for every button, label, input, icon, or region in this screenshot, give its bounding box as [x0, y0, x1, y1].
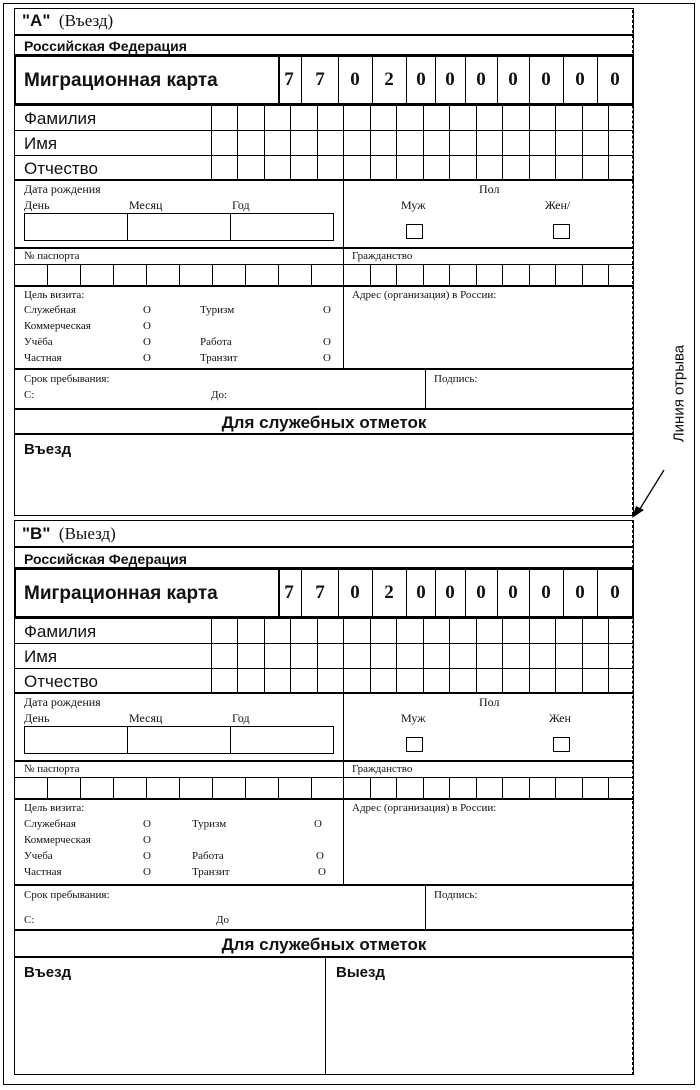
- card-digit: 2: [384, 69, 394, 90]
- female-checkbox[interactable]: [553, 224, 570, 239]
- card-digit: 0: [508, 582, 518, 603]
- surname-label: Фамилия: [24, 622, 97, 641]
- purpose-tourism-option[interactable]: О: [314, 818, 322, 830]
- purpose-study-option[interactable]: О: [143, 336, 151, 348]
- exit-label: Выезд: [336, 964, 385, 981]
- citizenship-label: Гражданство: [352, 250, 413, 262]
- patronymic-label: Отчество: [24, 159, 98, 178]
- name-label: Имя: [24, 647, 58, 666]
- female-label: Жен/: [545, 198, 571, 212]
- card-digit: 0: [445, 69, 455, 90]
- male-label: Муж: [401, 198, 426, 212]
- purpose-private-label: Частная: [24, 866, 62, 878]
- year-field[interactable]: [230, 213, 334, 241]
- year-label: Год: [232, 198, 250, 212]
- name-grid[interactable]: [14, 618, 634, 693]
- citizenship-label: Гражданство: [352, 763, 413, 775]
- stay-label: Срок пребывания:: [24, 373, 110, 385]
- male-checkbox[interactable]: [406, 737, 423, 752]
- card-digit: 0: [350, 582, 360, 603]
- address-label: Адрес (организация) в России:: [352, 802, 497, 814]
- purpose-work-label: Работа: [200, 336, 232, 348]
- purpose-study-label: Учеба: [24, 850, 53, 862]
- card-digit: 0: [416, 69, 426, 90]
- dob-label: Дата рождения: [24, 182, 101, 196]
- stay-to-label[interactable]: До: [216, 914, 230, 926]
- card-digit: 0: [476, 69, 486, 90]
- purpose-work-option[interactable]: О: [323, 336, 331, 348]
- patronymic-label: Отчество: [24, 672, 98, 691]
- country: Российская Федерация: [24, 551, 187, 567]
- year-label: Год: [232, 711, 250, 725]
- purpose-private-option[interactable]: О: [143, 352, 151, 364]
- month-label: Месяц: [129, 198, 163, 212]
- male-checkbox[interactable]: [406, 224, 423, 239]
- card-digit: 7: [315, 582, 325, 603]
- day-field[interactable]: [24, 213, 128, 241]
- year-field[interactable]: [230, 726, 334, 754]
- card-digit: 0: [541, 582, 551, 603]
- entry-label: Въезд: [24, 441, 72, 458]
- day-label: День: [24, 198, 50, 212]
- purpose-service-option[interactable]: О: [143, 818, 151, 830]
- name-label: Имя: [24, 134, 58, 153]
- surname-label: Фамилия: [24, 109, 97, 128]
- purpose-transit-label: Транзит: [200, 352, 238, 364]
- card-digit: 0: [416, 582, 426, 603]
- signature-label: Подпись:: [434, 373, 478, 385]
- card-title: Миграционная карта: [24, 70, 218, 91]
- arrow-icon: [628, 468, 668, 520]
- part-a-letter: "А": [22, 11, 51, 30]
- card-digit: 0: [610, 582, 620, 603]
- card-digit: 0: [350, 69, 360, 90]
- purpose-label: Цель визита:: [24, 289, 85, 301]
- purpose-transit-option[interactable]: О: [318, 866, 326, 878]
- card-digit: 0: [610, 69, 620, 90]
- part-a-kind: (Въезд): [58, 11, 114, 30]
- stay-to-label[interactable]: До:: [211, 389, 228, 401]
- purpose-transit-option[interactable]: О: [323, 352, 331, 364]
- service-notes-title: Для служебных отметок: [221, 413, 427, 432]
- entry-stamp-area: [14, 434, 634, 516]
- service-notes-title: Для служебных отметок: [221, 935, 427, 954]
- stay-label: Срок пребывания:: [24, 889, 110, 901]
- dob-label: Дата рождения: [24, 695, 101, 709]
- card-digit: 0: [508, 69, 518, 90]
- passport-citizenship-row: [14, 761, 634, 799]
- male-label: Муж: [401, 711, 426, 725]
- purpose-commercial-label: Коммерческая: [24, 320, 91, 332]
- stay-from-label[interactable]: С:: [24, 914, 35, 926]
- card-digit: 7: [284, 69, 294, 90]
- stamp-area: [14, 957, 634, 1075]
- part-b-header: [22, 525, 116, 542]
- card-title: Миграционная карта: [24, 583, 218, 604]
- purpose-study-option[interactable]: О: [143, 850, 151, 862]
- tear-line-label: Линия отрыва: [670, 344, 688, 443]
- purpose-tourism-label: Туризм: [192, 818, 227, 830]
- signature-label: Подпись:: [434, 889, 478, 901]
- entry-label: Въезд: [24, 964, 72, 981]
- purpose-tourism-label: Туризм: [200, 304, 235, 316]
- female-checkbox[interactable]: [553, 737, 570, 752]
- name-grid[interactable]: [14, 105, 634, 180]
- purpose-commercial-label: Коммерческая: [24, 834, 91, 846]
- day-field[interactable]: [24, 726, 128, 754]
- month-field[interactable]: [127, 213, 231, 241]
- purpose-work-option[interactable]: О: [316, 850, 324, 862]
- month-field[interactable]: [127, 726, 231, 754]
- card-digit: 0: [445, 582, 455, 603]
- purpose-tourism-option[interactable]: О: [323, 304, 331, 316]
- stay-from-label[interactable]: С:: [24, 389, 35, 401]
- card-digit: 0: [476, 582, 486, 603]
- purpose-label: Цель визита:: [24, 802, 85, 814]
- purpose-private-option[interactable]: О: [143, 866, 151, 878]
- card-digit: 7: [284, 582, 294, 603]
- passport-label: № паспорта: [24, 250, 80, 262]
- part-b-kind: (Выезд): [58, 524, 116, 543]
- purpose-service-label: Служебная: [24, 304, 76, 316]
- card-digit: 0: [575, 69, 585, 90]
- country: Российская Федерация: [24, 38, 187, 54]
- passport-citizenship-row: [14, 248, 634, 286]
- card-digit: 7: [315, 69, 325, 90]
- month-label: Месяц: [129, 711, 163, 725]
- card-digit: 0: [575, 582, 585, 603]
- purpose-study-label: Учёба: [24, 336, 53, 348]
- purpose-service-option[interactable]: О: [143, 304, 151, 316]
- sex-label: Пол: [479, 182, 500, 196]
- purpose-work-label: Работа: [192, 850, 224, 862]
- day-label: День: [24, 711, 50, 725]
- purpose-private-label: Частная: [24, 352, 62, 364]
- sex-label: Пол: [479, 695, 500, 709]
- part-b-letter: "В": [22, 524, 51, 543]
- female-label: Жен: [549, 711, 571, 725]
- purpose-commercial-option[interactable]: О: [143, 834, 151, 846]
- card-digit: 0: [541, 69, 551, 90]
- purpose-commercial-option[interactable]: О: [143, 320, 151, 332]
- passport-label: № паспорта: [24, 763, 80, 775]
- card-digit: 2: [384, 582, 394, 603]
- part-a-header: [22, 12, 113, 29]
- purpose-service-label: Служебная: [24, 818, 76, 830]
- purpose-transit-label: Транзит: [192, 866, 230, 878]
- address-label: Адрес (организация) в России:: [352, 289, 497, 301]
